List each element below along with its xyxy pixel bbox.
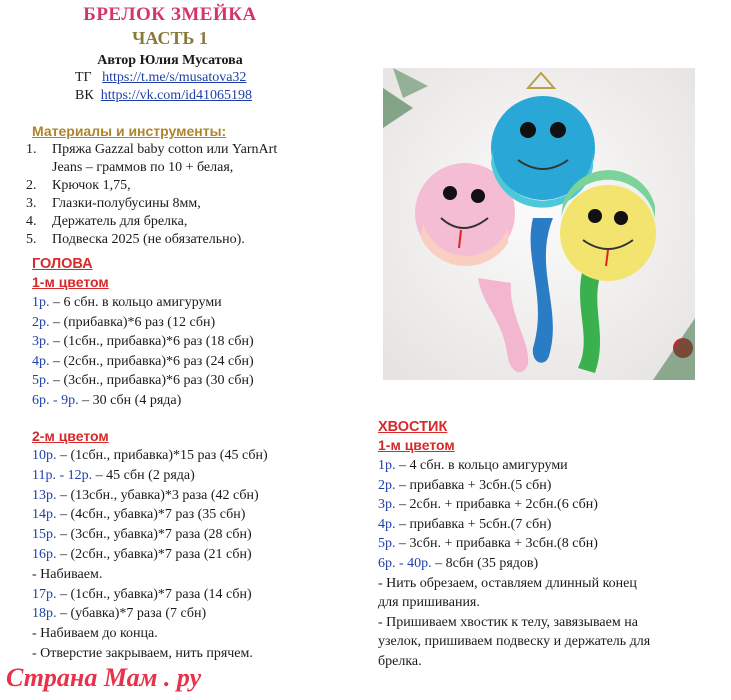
row-instruction: – (2сбн., прибавка)*6 раз (24 сбн) bbox=[49, 353, 254, 369]
materials-item-text: Jeans – граммов по 10 + белая, bbox=[52, 160, 234, 175]
row-instruction: узелок, пришиваем подвеску и держатель для bbox=[378, 634, 651, 650]
row-instruction: – 3сбн. + прибавка + 3сбн.(8 сбн) bbox=[395, 536, 598, 552]
vk-line bbox=[75, 88, 252, 104]
materials-item-number: 4. bbox=[26, 214, 37, 229]
row-number: 2р. bbox=[32, 314, 50, 330]
page-title: БРЕЛОК ЗМЕЙКА bbox=[83, 4, 257, 25]
pattern-row bbox=[32, 604, 268, 624]
telegram-link[interactable]: https://t.me/s/musatova32 bbox=[102, 70, 247, 85]
pattern-row bbox=[378, 456, 650, 476]
row-instruction: - Набиваем. bbox=[32, 566, 103, 582]
vk-link[interactable]: https://vk.com/id41065198 bbox=[100, 88, 252, 103]
materials-item-number: 5. bbox=[26, 232, 37, 247]
telegram-line bbox=[75, 70, 246, 86]
row-number: 14р. bbox=[32, 507, 57, 523]
author-line: Автор Юлия Мусатова bbox=[97, 53, 243, 68]
row-number: 3р. bbox=[378, 497, 396, 513]
pattern-row bbox=[378, 613, 650, 633]
vk-label: ВК bbox=[75, 88, 94, 103]
row-instruction: – (убавка)*7 раза (7 сбн) bbox=[56, 606, 207, 622]
head-color1-rows bbox=[32, 293, 254, 410]
row-instruction: - Отверстие закрываем, нить прячем. bbox=[32, 645, 253, 661]
row-instruction: – 30 сбн (4 ряда) bbox=[78, 392, 182, 408]
pattern-row bbox=[378, 554, 650, 574]
pattern-row bbox=[378, 574, 650, 594]
row-number: 6р. - 40р. bbox=[378, 555, 432, 571]
row-instruction: – 45 сбн (2 ряда) bbox=[92, 467, 195, 483]
pattern-row bbox=[32, 505, 268, 525]
pattern-row bbox=[32, 486, 268, 506]
pattern-row bbox=[32, 391, 254, 411]
tail-color1-heading: 1-м цветом bbox=[378, 437, 455, 453]
row-instruction: – 2сбн. + прибавка + 2сбн.(6 сбн) bbox=[395, 497, 598, 513]
row-number: 1р. bbox=[378, 458, 396, 473]
row-number: 1р. bbox=[32, 295, 50, 310]
row-number: 5р. bbox=[378, 536, 396, 552]
row-instruction: - Нить обрезаем, оставляем длинный конец bbox=[378, 575, 637, 591]
pattern-row bbox=[32, 332, 254, 352]
pattern-row bbox=[32, 525, 268, 545]
pattern-row bbox=[378, 632, 650, 652]
materials-item bbox=[26, 213, 277, 231]
pattern-row bbox=[32, 313, 254, 333]
row-number: 13р. bbox=[32, 487, 57, 503]
row-instruction: – 6 сбн. в кольцо амигуруми bbox=[49, 295, 222, 310]
row-number: 5р. bbox=[32, 373, 50, 388]
site-watermark: Страна Мам . ру bbox=[6, 663, 202, 692]
row-instruction: – прибавка + 5сбн.(7 сбн) bbox=[395, 516, 552, 532]
materials-list bbox=[26, 141, 277, 249]
amigurumi-photo bbox=[383, 68, 695, 380]
row-instruction: – (1сбн., убавка)*7 раза (14 сбн) bbox=[56, 586, 252, 602]
row-instruction: – (1сбн., прибавка)*15 раз (45 сбн) bbox=[56, 448, 268, 463]
snake-keychain-illustration bbox=[383, 68, 695, 380]
row-number: 17р. bbox=[32, 586, 57, 602]
head-color2-rows bbox=[32, 446, 268, 664]
materials-item-text: Подвеска 2025 (не обязательно). bbox=[52, 232, 245, 247]
pattern-row bbox=[32, 644, 268, 664]
materials-item bbox=[26, 141, 277, 159]
materials-item-text: Пряжа Gazzal baby cotton или YarnArt bbox=[52, 142, 278, 157]
row-number: 11р. - 12р. bbox=[32, 467, 93, 483]
pattern-row bbox=[32, 585, 268, 605]
pattern-row bbox=[32, 446, 268, 466]
row-number: 3р. bbox=[32, 334, 50, 349]
row-instruction: – (4сбн., убавка)*7 раз (35 сбн) bbox=[56, 507, 246, 523]
head-color1-heading: 1-м цветом bbox=[32, 274, 109, 290]
row-instruction: – (2сбн., убавка)*7 раза (21 сбн) bbox=[56, 546, 252, 562]
pattern-row bbox=[32, 466, 268, 486]
row-number: 18р. bbox=[32, 606, 57, 622]
materials-item-number: 3. bbox=[26, 196, 37, 211]
materials-heading: Материалы и инструменты: bbox=[32, 123, 227, 139]
pattern-row bbox=[32, 545, 268, 565]
pattern-row bbox=[378, 652, 650, 672]
pattern-row bbox=[32, 352, 254, 372]
row-instruction: – (3сбн., прибавка)*6 раз (30 сбн) bbox=[49, 373, 254, 388]
row-instruction: – (3сбн., убавка)*7 раза (28 сбн) bbox=[56, 527, 252, 543]
materials-item bbox=[26, 159, 277, 177]
pattern-row bbox=[32, 371, 254, 391]
pattern-row bbox=[378, 476, 650, 496]
pattern-row bbox=[32, 293, 254, 313]
head-color2-heading: 2-м цветом bbox=[32, 428, 109, 444]
materials-item-number: 1. bbox=[26, 142, 37, 157]
pattern-row bbox=[378, 593, 650, 613]
materials-item bbox=[26, 231, 277, 249]
row-instruction: для пришивания. bbox=[378, 595, 480, 611]
row-number: 6р. - 9р. bbox=[32, 392, 79, 408]
row-instruction: – (1сбн., прибавка)*6 раз (18 сбн) bbox=[49, 334, 254, 349]
materials-item bbox=[26, 177, 277, 195]
pattern-row bbox=[378, 534, 650, 554]
row-instruction: – прибавка + 3сбн.(5 сбн) bbox=[395, 477, 552, 493]
materials-item bbox=[26, 195, 277, 213]
pattern-row bbox=[378, 495, 650, 515]
telegram-label: ТГ bbox=[75, 70, 92, 85]
tail-heading: ХВОСТИК bbox=[378, 419, 448, 435]
row-instruction: - Пришиваем хвостик к телу, завязываем на bbox=[378, 614, 638, 630]
row-instruction: – 4 сбн. в кольцо амигуруми bbox=[395, 458, 568, 473]
row-instruction: брелка. bbox=[378, 653, 422, 669]
materials-item-text: Держатель для брелка, bbox=[52, 214, 188, 229]
pattern-row bbox=[32, 624, 268, 644]
tail-rows bbox=[378, 456, 650, 672]
row-number: 10р. bbox=[32, 448, 57, 463]
page-subtitle: ЧАСТЬ 1 bbox=[132, 28, 208, 48]
row-number: 4р. bbox=[32, 353, 50, 369]
materials-item-number: 2. bbox=[26, 178, 37, 193]
row-instruction: – 8сбн (35 рядов) bbox=[431, 555, 539, 571]
pattern-row bbox=[378, 515, 650, 535]
head-heading: ГОЛОВА bbox=[32, 256, 93, 272]
pattern-row bbox=[32, 565, 268, 585]
row-number: 15р. bbox=[32, 527, 57, 543]
row-number: 2р. bbox=[378, 477, 396, 493]
row-instruction: – (13сбн., убавка)*3 раза (42 сбн) bbox=[56, 487, 259, 503]
row-number: 4р. bbox=[378, 516, 396, 532]
row-instruction: – (прибавка)*6 раз (12 сбн) bbox=[49, 314, 216, 330]
materials-item-text: Глазки-полубусины 8мм, bbox=[52, 196, 201, 211]
row-instruction: - Набиваем до конца. bbox=[32, 626, 158, 642]
materials-item-text: Крючок 1,75, bbox=[52, 178, 131, 193]
row-number: 16р. bbox=[32, 546, 57, 562]
